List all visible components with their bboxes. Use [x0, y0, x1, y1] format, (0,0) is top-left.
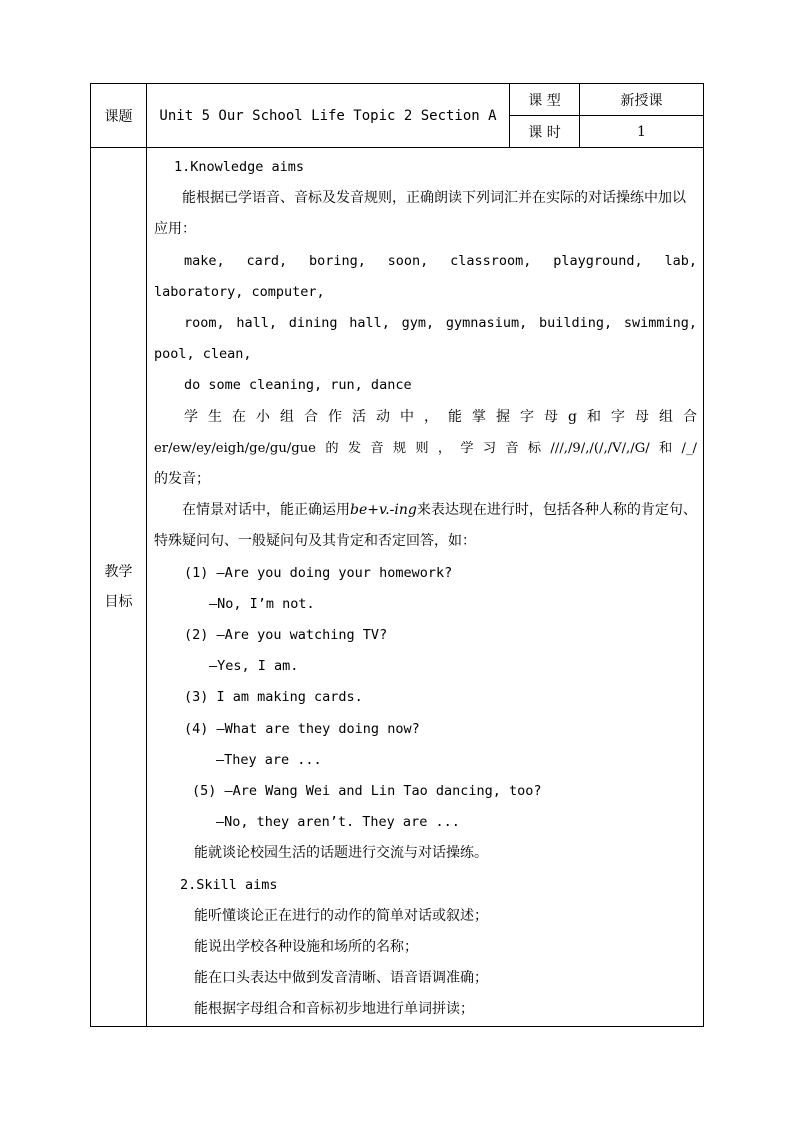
teaching-aims-label-line1: 教学 — [104, 564, 133, 580]
grammar-structure: be+v.-ing — [350, 502, 417, 519]
topic-label: 课题 — [91, 84, 147, 148]
phonics-line-3: 的发音； — [154, 471, 210, 488]
skill-aims-heading: 2.Skill aims — [180, 876, 278, 893]
example-4-question: (4) —What are they doing now? — [184, 720, 420, 737]
skill-aim-3: 能在口头表达中做到发音清晰、语音语调准确； — [194, 970, 488, 987]
skill-aim-1: 能听懂谈论正在进行的动作的简单对话或叙述； — [194, 907, 488, 924]
example-5-answer: —No, they aren’t. They are ... — [216, 814, 460, 831]
example-3: (3) I am making cards. — [184, 689, 363, 706]
skill-aim-4: 能根据字母组合和音标初步地进行单词拼读； — [194, 1001, 474, 1018]
knowledge-intro: 能根据已学语音、音标及发音规则，正确朗读下列词汇并在实际的对话操练中加以应用： — [154, 190, 686, 238]
grammar-text-pre: 在情景对话中，能正确运用 — [182, 502, 350, 519]
phonics-line-1: 学生在小组合作活动中，能掌握字母g和字母组合 — [184, 408, 697, 425]
teaching-aims-label-line2: 目标 — [104, 594, 133, 610]
knowledge-aims-heading: 1.Knowledge aims — [174, 159, 305, 175]
vocab-line-1: make, card, boring, soon, classroom, playground, lab, — [184, 252, 697, 269]
vocab-line-2-cont: pool, clean, — [154, 346, 252, 363]
grammar-paragraph — [154, 495, 697, 557]
vocab-line-1-cont: laboratory, computer, — [154, 283, 325, 300]
class-hours-label: 课 时 — [510, 116, 580, 148]
phonics-line-2: er/ew/ey/eigh/ge/gu/gue的发音规则，学习音标///,/9/,/(/,/V/,/G/和/_/ — [154, 440, 697, 456]
teaching-aims-content — [147, 148, 704, 1027]
lesson-plan-table — [90, 83, 704, 1027]
vocab-line-3: do some cleaning, run, dance — [184, 377, 412, 394]
vocab-line-2: room, hall, dining hall, gym, gymnasium, building, swimming, — [184, 315, 697, 332]
example-1-question: (1) —Are you doing your homework? — [184, 564, 453, 581]
lesson-type-label: 课 型 — [510, 84, 580, 116]
example-4-answer: —They are ... — [216, 751, 322, 768]
class-hours-value: 1 — [580, 116, 704, 148]
grammar-text-post: 来表达现在进行时，包括各种人称的肯定句、特殊疑问句、一般疑问句及其肯定和否定回答，如： — [154, 502, 697, 550]
example-2-answer: —Yes, I am. — [209, 658, 299, 675]
teaching-aims-label — [91, 148, 147, 1027]
example-5-question: (5) —Are Wang Wei and Lin Tao dancing, too? — [192, 783, 542, 800]
example-2-question: (2) —Are you watching TV? — [184, 627, 388, 644]
topic-title: Unit 5 Our School Life Topic 2 Section A — [147, 84, 510, 148]
lesson-type-value: 新授课 — [580, 84, 704, 116]
example-1-answer: —No, I’m not. — [209, 595, 315, 612]
skill-aim-2: 能说出学校各种设施和场所的名称； — [194, 939, 418, 956]
topic-communication-line: 能就谈论校园生活的话题进行交流与对话操练。 — [194, 845, 488, 862]
